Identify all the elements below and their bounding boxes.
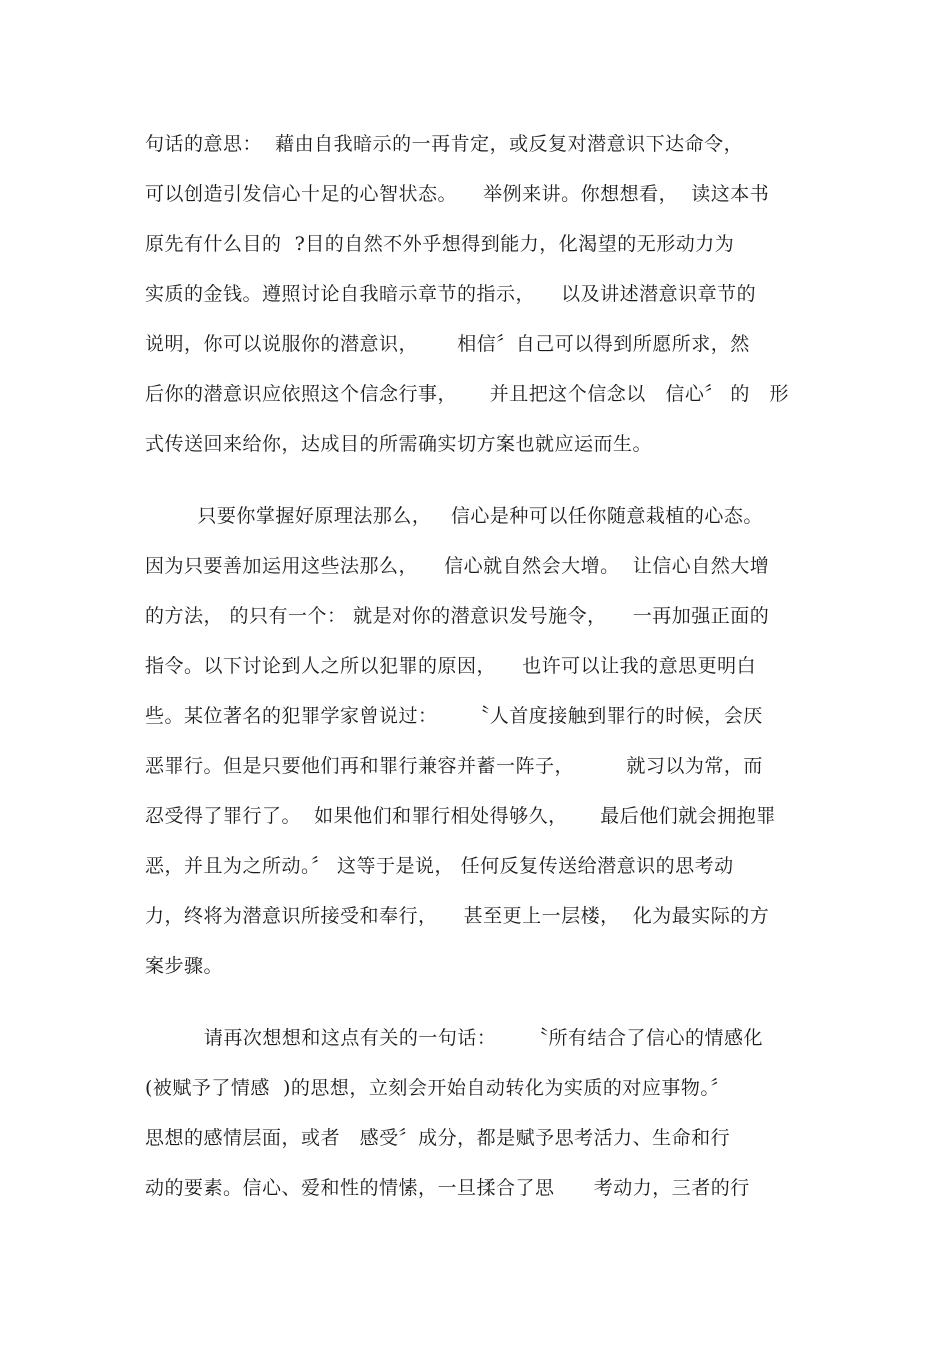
paragraph-2-line-2: 因为只要善加运用这些法那么， 信心就自然会大增。 让信心自然大增 xyxy=(145,555,770,577)
paragraph-2-line-3: 的方法， 的只有一个： 就是对你的潜意识发号施令， 一再加强正面的 xyxy=(145,605,770,627)
paragraph-1-line-4: 实质的金钱。遵照讨论自我暗示章节的指示， 以及讲述潜意识章节的 xyxy=(145,283,757,305)
paragraph-3-line-1: 请再次想想和这点有关的一句话： 〝所有结合了信心的情感化 xyxy=(145,1027,764,1049)
paragraph-2-line-10: 案步骤。 xyxy=(145,955,224,977)
paragraph-2-line-4: 指令。以下讨论到人之所以犯罪的原因， 也许可以让我的意思更明白 xyxy=(145,655,757,677)
paragraph-1-line-7: 式传送回来给你，达成目的所需确实切方案也就应运而生。 xyxy=(145,433,653,455)
paragraph-1-line-2: 可以创造引发信心十足的心智状态。 举例来讲。你想想看， 读这本书 xyxy=(145,183,770,205)
paragraph-1-line-1: 句话的意思： 藉由自我暗示的一再肯定，或反复对潜意识下达命令， xyxy=(145,133,744,155)
paragraph-1-line-5: 说明，你可以说服你的潜意识， 相信〞自己可以得到所愿所求，然 xyxy=(145,333,750,355)
paragraph-2-line-7: 忍受得了罪行了。 如果他们和罪行相处得够久， 最后他们就会拥抱罪 xyxy=(145,805,776,827)
paragraph-3-line-3: 思想的感情层面，或者 感受〞成分，都是赋予思考活力、生命和行 xyxy=(145,1127,731,1149)
paragraph-3-line-4: 动的要素。信心、爱和性的情愫，一旦揉合了思 考动力，三者的行 xyxy=(145,1177,750,1199)
paragraph-3-line-2: (被赋予了情感 )的思想，立刻会开始自动转化为实质的对应事物。〞 xyxy=(145,1077,730,1099)
paragraph-2-line-9: 力，终将为潜意识所接受和奉行， 甚至更上一层楼， 化为最实际的方 xyxy=(145,905,770,927)
paragraph-2-line-1: 只要你掌握好原理法那么， 信心是种可以任你随意栽植的心态。 xyxy=(145,505,763,527)
paragraph-1-line-3: 原先有什么目的 ?目的自然不外乎想得到能力，化渴望的无形动力为 xyxy=(145,233,735,255)
paragraph-2-line-8: 恶，并且为之所动。〞 这等于是说， 任何反复传送给潜意识的思考动 xyxy=(145,855,734,877)
paragraph-1-line-6: 后你的潜意识应依照这个信念行事， 并且把这个信念以 信心〞 的 形 xyxy=(145,383,789,405)
paragraph-2-line-5: 些。某位著名的犯罪学家曾说过： 〝人首度接触到罪行的时候，会厌 xyxy=(145,705,763,727)
paragraph-2-line-6: 恶罪行。但是只要他们再和罪行兼容并蓄一阵子， 就习以为常，而 xyxy=(145,755,763,777)
